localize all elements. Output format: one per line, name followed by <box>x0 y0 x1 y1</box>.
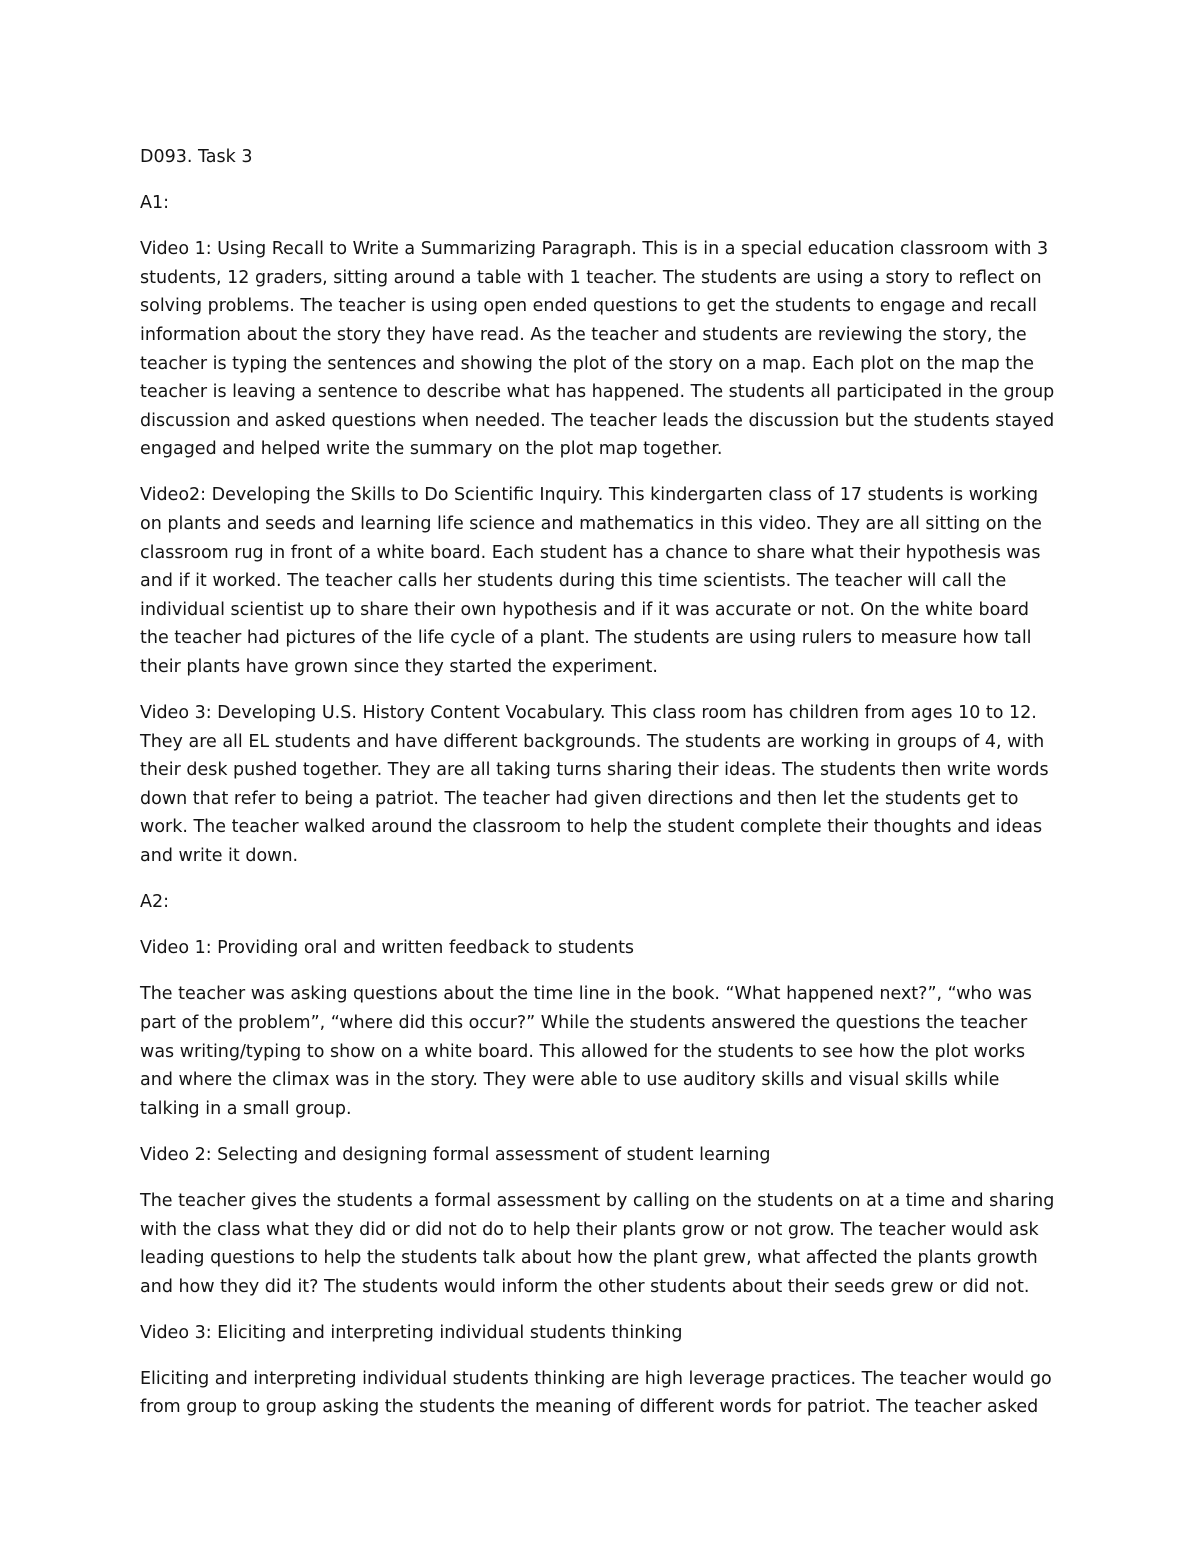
a2-video2-title: Video 2: Selecting and designing formal assessment of student learning <box>140 1144 771 1165</box>
document-title: D093. Task 3 <box>140 147 253 167</box>
a1-video3-paragraph: Video 3: Developing U.S. History Content Vocabulary. This class room has children from ages 10 to 12. They are all EL students and have different backgrounds. The students are working in groups of 4, with their desk pushed together. They are all taking turns sharing their ideas. The students then write words down that refer to being a patriot. The teacher had given directions and then let the students get to work. The teacher walked around the classroom to help the student complete their thoughts and ideas and write it down. <box>140 703 1049 867</box>
a2-video3-paragraph: Eliciting and interpreting individual students thinking are high leverage practices. The teacher would go from group to group asking the students the meaning of different words for patriot. The teacher asked <box>140 1368 1052 1418</box>
a2-video1-paragraph: The teacher was asking questions about the time line in the book. “What happened next?”, “who was part of the problem”, “where did this occur?” While the students answered the questions the teacher was writing/typing to show on a white board. This allowed for the students to see how the plot works and where the climax was in the story. They were able to use auditory skills and visual skills while talking in a small group. <box>140 984 1032 1119</box>
a1-video2-paragraph: Video2: Developing the Skills to Do Scientific Inquiry. This kindergarten class of 17 students is working on plants and seeds and learning life science and mathematics in this video. They are all sitting on the classroom rug in front of a white board. Each student has a chance to share what their hypothesis was and if it worked. The teacher calls her students during this time scientists. The teacher will call the individual scientist up to share their own hypothesis and if it was accurate or not. On the white board the teacher had pictures of the life cycle of a plant. The students are using rulers to measure how tall their plants have grown since they started the experiment. <box>140 485 1042 677</box>
a2-video1-title: Video 1: Providing oral and written feedback to students <box>140 938 635 959</box>
a2-video2-paragraph: The teacher gives the students a formal assessment by calling on the students on at a time and sharing with the class what they did or did not do to help their plants grow or not grow. The teacher would ask leading questions to help the students talk about how the plant grew, what affected the plants growth and how they did it? The students would inform the other students about their seeds grew or did not. <box>140 1190 1055 1297</box>
a1-video1-paragraph: Video 1: Using Recall to Write a Summarizing Paragraph. This is in a special education classroom with 3 students, 12 graders, sitting around a table with 1 teacher. The students are using a story to reflect on solving problems. The teacher is using open ended questions to get the students to engage and recall information about the story they have read. As the teacher and students are reviewing the story, the teacher is typing the sentences and showing the plot of the story on a map. Each plot on the map the teacher is leaving a sentence to describe what has happened. The students all participated in the group discussion and asked questions when needed. The teacher leads the discussion but the students stayed engaged and helped write the summary on the plot map together. <box>140 239 1055 460</box>
section-heading-a2: A2: <box>140 892 170 913</box>
section-heading-a1: A1: <box>140 193 170 214</box>
document-body <box>140 143 1062 1440</box>
a2-video3-title: Video 3: Eliciting and interpreting individual students thinking <box>140 1322 683 1343</box>
